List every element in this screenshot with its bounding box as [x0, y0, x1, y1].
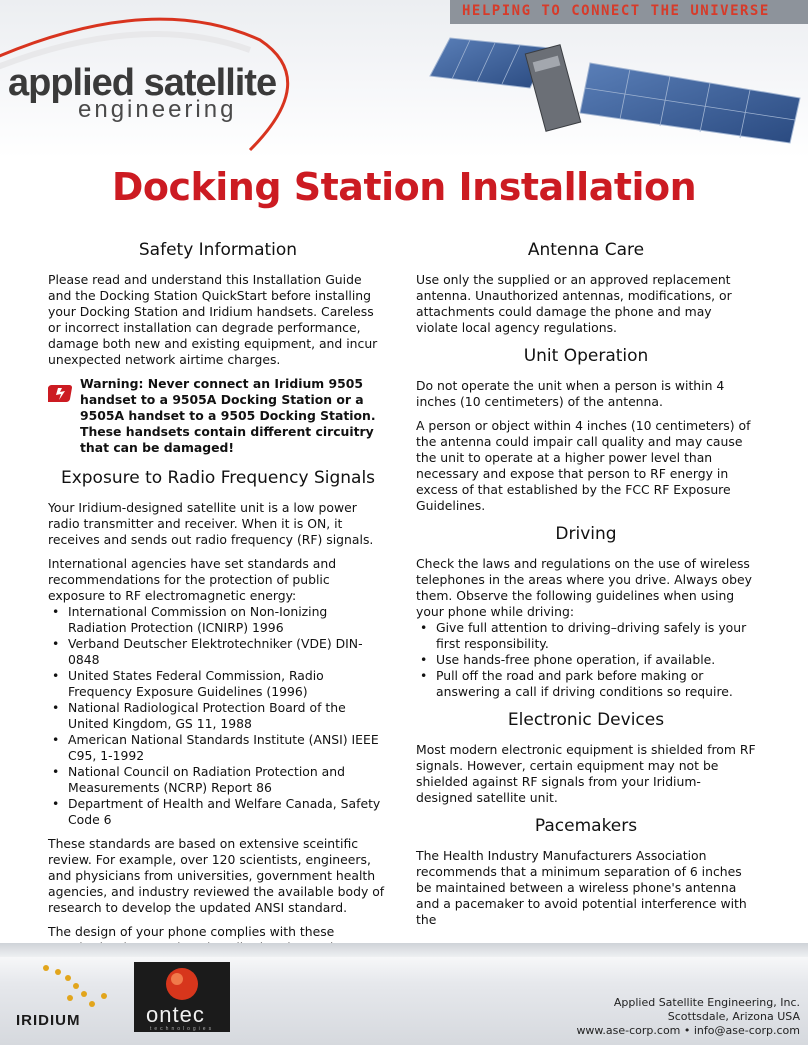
company-address [576, 996, 800, 1038]
list-item: • Use hands-free phone operation, if available. [434, 652, 756, 668]
footer-divider [0, 943, 808, 957]
operation-paragraph-2: A person or object within 4 inches (10 centimeters) of the antenna could impair call quality and may cause the unit to operate at a higher power level than necessary and expose that person to RF energy in excess of that established by the FCC RF Exposure Guidelines. [416, 418, 751, 513]
warning-icon [48, 382, 74, 404]
list-item: • National Radiological Protection Board of the United Kingdom, GS 11, 1988 [66, 700, 388, 732]
warning-block [48, 376, 388, 456]
rf-paragraph-2: International agencies have set standards and recommendations for the protection of public exposure to RF electromagnetic energy: [48, 556, 337, 603]
driving-paragraph: Check the laws and regulations on the use of wireless telephones in the areas where you drive. Always obey them. Observe the following guidelines when using your phone while driving: [416, 556, 752, 619]
antenna-heading: Antenna Care [527, 240, 645, 260]
driving-list [416, 620, 756, 700]
warning-text: Warning: Never connect an Iridium 9505 handset to a 9505A Docking Station or a 9505A handset to a 9505 Docking Station. These handsets contain different circuitry that can be damaged! [80, 376, 376, 455]
safety-body: Please read and understand this Installation Guide and the Docking Station QuickStart before installing your Docking Station and Iridium handsets. Careless or incorrect installation can degrade performance, damage both new and existing equipment, and incur unexpected network airtime charges. [48, 272, 378, 367]
rf-paragraph-4: The design of your phone complies with these [48, 924, 335, 939]
satellite-icon [410, 18, 808, 156]
page-title: Docking Station Installation [111, 165, 697, 209]
list-item: • National Council on Radiation Protection and Measurements (NCRP) Report 86 [66, 764, 388, 796]
list-item: • International Commission on Non-Ionizing Radiation Protection (ICNIRP) 1996 [66, 604, 388, 636]
pacemakers-body: The Health Industry Manufacturers Association recommends that a minimum separation of 6 inches be maintained between a wireless phone's antenna and a pacemaker to avoid potential interference with the [416, 848, 747, 927]
rf-paragraph-1: Your Iridium-designed satellite unit is a low power radio transmitter and receiver. When it is ON, it receives and sends out radio frequency (RF) signals. [48, 500, 374, 547]
driving-heading: Driving [555, 524, 617, 544]
list-item: • American National Standards Institute (ANSI) IEEE C95, 1-1992 [66, 732, 388, 764]
list-item: • Department of Health and Welfare Canada, Safety Code 6 [66, 796, 388, 828]
electronic-heading: Electronic Devices [507, 710, 665, 730]
company-contact: www.ase-corp.com • info@ase-corp.com [576, 1024, 800, 1037]
ontec-logo-text: ontec [146, 1002, 205, 1027]
list-item: • Pull off the road and park before making or answering a call if driving conditions so require. [434, 668, 756, 700]
standards-list [48, 604, 388, 828]
electronic-body: Most modern electronic equipment is shielded from RF signals. However, certain equipment may not be shielded against RF signals from your Iridium-designed satellite unit. [416, 742, 756, 805]
operation-paragraph-1: Do not operate the unit when a person is within 4 inches (10 centimeters) of the antenna. [416, 378, 725, 409]
right-column [416, 238, 756, 936]
operation-heading: Unit Operation [523, 346, 649, 366]
list-item: • United States Federal Commission, Radio Frequency Exposure Guidelines (1996) [66, 668, 388, 700]
list-item: • Verband Deutscher Elektrotechniker (VDE) DIN-0848 [66, 636, 388, 668]
rf-heading: Exposure to Radio Frequency Signals [60, 468, 376, 488]
ontec-logo-subtext: technologies [150, 1026, 215, 1032]
iridium-logo-text: IRIDIUM [16, 1012, 81, 1029]
rf-paragraph-3: These standards are based on extensive sceintific review. For example, over 120 scientists, engineers, and physicians from universities, government health agencies, and industry reviewed the available body of research to develop the updated ANSI standard. [48, 836, 385, 915]
antenna-body: Use only the supplied or an approved replacement antenna. Unauthorized antennas, modifications, or attachments could damage the phone and may violate local agency regulations. [416, 272, 732, 335]
company-city: Scottsdale, Arizona USA [667, 1010, 800, 1023]
safety-heading: Safety Information [138, 240, 298, 260]
page-header [0, 0, 808, 158]
pacemakers-heading: Pacemakers [534, 816, 638, 836]
list-item: • Give full attention to driving–driving safely is your first responsibility. [434, 620, 756, 652]
tagline: HELPING TO CONNECT THE UNIVERSE [462, 3, 770, 19]
left-column [48, 238, 388, 980]
company-name: Applied Satellite Engineering, Inc. [613, 996, 800, 1009]
company-logo-sub: engineering [78, 96, 237, 123]
company-logo-main: applied satellite [8, 62, 277, 104]
